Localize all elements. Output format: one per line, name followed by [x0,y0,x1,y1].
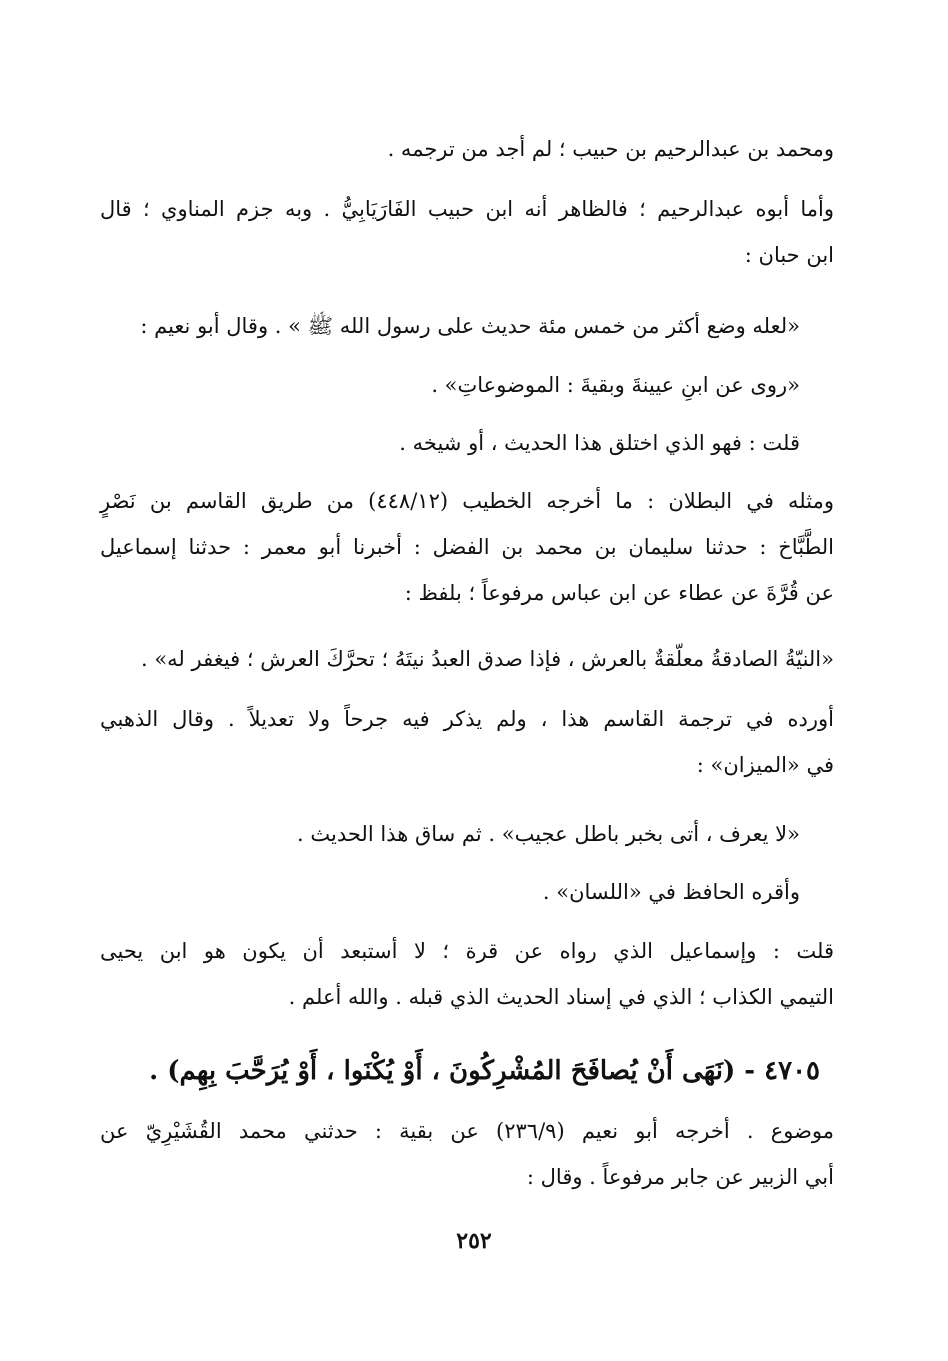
quote-text: «لا يعرف ، أتى بخبر باطل عجيب» . ثم ساق هذا الحديث . [297,822,800,846]
author-comment [100,420,800,466]
paragraph-line: التيمي الكذاب ؛ الذي في إسناد الحديث الذي قبله . والله أعلم . [288,985,834,1009]
paragraph-line: ابن حبان : [744,243,834,267]
paragraph-8 [100,696,834,788]
quote-dhahabi [100,811,800,857]
page-number: ٢٥٢ [456,1228,492,1254]
paragraph-line: أبي الزبير عن جابر مرفوعاً . وقال : [526,1165,834,1189]
paragraph-line: أورده في ترجمة القاسم هذا ، ولم يذكر فيه جرحاً ولا تعديلاً . وقال الذهبي [100,707,834,731]
comment-text: قلت : فهو الذي اختلق هذا الحديث ، أو شيخه . [399,431,800,455]
paragraph-line: قلت : وإسماعيل الذي رواه عن قرة ؛ لا أستبعد أن يكون هو ابن يحيى [100,939,834,963]
quote-text: «روى عن ابنِ عيينةَ وبقيةَ : الموضوعاتِ» . [431,373,800,397]
paragraph-line: الطَّبَّاخ : حدثنا سليمان بن محمد بن الفضل : أخبرنا أبو معمر : حدثنا إسماعيل [100,535,834,559]
paragraph-line: موضوع . أخرجه أبو نعيم (٢٣٦/٩) عن بقية : حدثني محمد القُشَيْرِيّ عن [100,1119,834,1143]
quote-ibn-hibban [100,303,800,349]
quote-text: «لعله وضع أكثر من خمس مئة حديث على رسول الله ﷺ » . وقال أبو نعيم : [140,314,800,338]
paragraph-6 [100,478,834,616]
quote-abu-nuaym [100,362,800,408]
paragraph-2 [100,186,834,278]
hadith-heading [100,1046,820,1096]
paragraph-1 [100,126,834,172]
paragraph-line: وأما أبوه عبدالرحيم ؛ فالظاهر أنه ابن حبيب الفَارَيَابِيُّ . وبه جزم المناوي ؛ قال [100,197,834,221]
paragraph-line: في «الميزان» : [696,753,834,777]
paragraph-11 [100,928,834,1020]
hadith-quote [100,636,834,682]
comment-text: وأقره الحافظ في «اللسان» . [542,880,800,904]
paragraph-line: ومحمد بن عبدالرحيم بن حبيب ؛ لم أجد من ترجمه . [387,137,834,161]
paragraph-line: ومثله في البطلان : ما أخرجه الخطيب (٤٤٨/١٢) من طريق القاسم بن نَصْرٍ [100,489,834,513]
paragraph-after-heading [100,1108,834,1200]
quote-text: «النيّةُ الصادقةُ معلّقةٌ بالعرش ، فإذا صدق العبدُ نيتَهُ ؛ تحرَّكَ العرش ؛ فيغفر له» . [140,647,834,671]
hadith-heading-text: ٤٧٠٥ - (نَهَى أَنْ يُصافَحَ المُشْرِكُونَ ، أَوْ يُكْنَوا ، أَوْ يُرَحَّبَ بِهِم) . [149,1056,820,1086]
paragraph-line: عن قُرَّةَ عن عطاء عن ابن عباس مرفوعاً ؛ بلفظ : [404,581,834,605]
hafiz-comment [100,869,800,915]
